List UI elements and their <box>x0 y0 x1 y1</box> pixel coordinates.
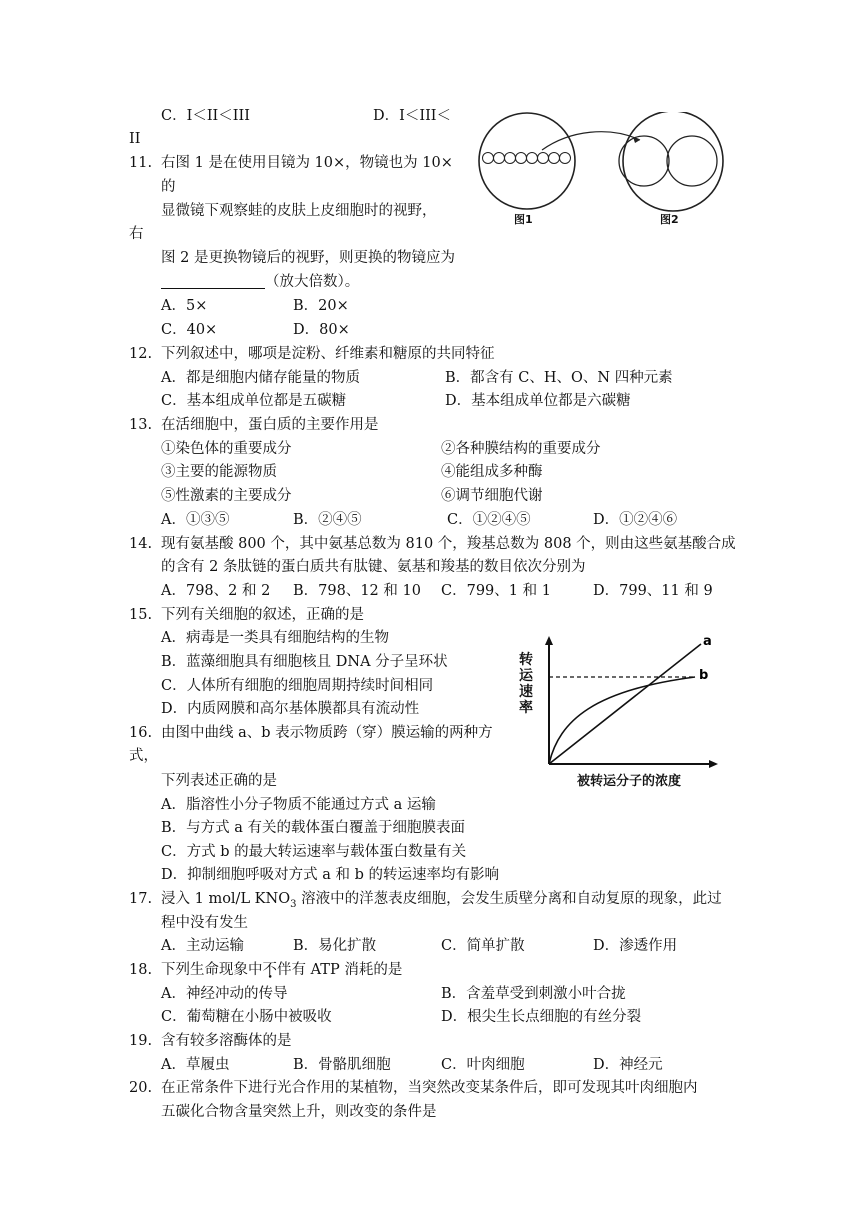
q13-stem: 在活细胞中，蛋白质的主要作用是 <box>161 417 379 433</box>
enlarged-cell-right <box>667 136 717 186</box>
q17-stem-line1 <box>161 889 722 915</box>
q10-option-d-wrap: II <box>129 131 141 147</box>
q17-option-c: C．简单扩散 <box>441 938 525 954</box>
q17-number: 17. <box>129 891 153 907</box>
q13-option-b: B．②④⑤ <box>293 512 362 528</box>
q17-stem-post: 溶液中的洋葱表皮细胞，会发生质壁分离和自动复原的现象，此过 <box>296 891 722 907</box>
q11-stem-line4-suffix: （放大倍数）。 <box>265 274 360 290</box>
q11-stem-line4 <box>161 272 359 292</box>
q17-option-d: D．渗透作用 <box>593 938 678 954</box>
q11-option-c: C．40× <box>161 322 218 338</box>
q11-stem-line3: 图 2 是更换物镜后的视野，则更换的物镜应为 <box>161 250 455 266</box>
q10-option-c: C．I＜II＜III <box>161 108 250 124</box>
q14-number: 14. <box>129 536 153 552</box>
q20-stem-line2: 五碳化合物含量突然上升，则改变的条件是 <box>161 1104 437 1120</box>
q18-stem-post: 伴有 ATP 消耗的是 <box>277 962 403 978</box>
q15-option-b: B．蓝藻细胞具有细胞核且 DNA 分子呈环状 <box>161 654 448 670</box>
q13-item-2: ②各种膜结构的重要成分 <box>441 441 601 457</box>
answer-blank <box>161 274 265 289</box>
q15-option-a: A．病毒是一类具有细胞结构的生物 <box>161 630 389 646</box>
q18-number: 18. <box>129 962 153 978</box>
cell-row <box>483 153 571 164</box>
q16-number: 16. <box>129 725 153 741</box>
curve-a-label: a <box>703 634 712 649</box>
q19-number: 19. <box>129 1033 153 1049</box>
q12-number: 12. <box>129 346 153 362</box>
q20-stem-line1: 在正常条件下进行光合作用的某植物，当突然改变某条件后，即可发现其叶肉细胞内 <box>161 1080 698 1096</box>
curve-b-line <box>549 677 695 764</box>
q15-option-c: C．人体所有细胞的细胞周期持续时间相同 <box>161 678 434 694</box>
q18-option-b: B．含羞草受到刺激小叶合拢 <box>441 986 626 1002</box>
q13-option-a: A．①③⑤ <box>161 512 230 528</box>
q11-stem-line1: 右图 1 是在使用目镜为 10×，物镜也为 10× <box>161 155 453 171</box>
q14-stem-line2: 的含有 2 条肽链的蛋白质共有肽键、氨基和羧基的数目依次分别为 <box>161 559 586 575</box>
q14-stem-line1: 现有氨基酸 800 个，其中氨基总数为 810 个，羧基总数为 808 个，则由这些氨基酸合成 <box>161 536 736 552</box>
q17-option-b: B．易化扩散 <box>293 938 377 954</box>
q10-option-d: D．I＜III＜ <box>373 108 452 124</box>
q12-option-d: D．基本组成单位都是六碳糖 <box>445 393 631 409</box>
q11-stem-line2: 显微镜下观察蛙的皮肤上皮细胞时的视野， <box>161 203 437 219</box>
q17-stem-line2: 程中没有发生 <box>161 915 248 931</box>
q14-option-c: C．799、1 和 1 <box>441 583 551 599</box>
q13-item-6: ⑥调节细胞代谢 <box>441 488 543 504</box>
q11-option-b: B．20× <box>293 298 349 314</box>
y-axis-arrow <box>545 636 553 645</box>
q15-option-d: D．内质网膜和高尔基体膜都具有流动性 <box>161 701 420 717</box>
q14-option-d: D．799、11 和 9 <box>593 583 713 599</box>
transport-rate-figure <box>515 632 745 802</box>
q11-stem-line2-wrap: 右 <box>129 226 144 242</box>
q16-option-d: D．抑制细胞呼吸对方式 a 和 b 的转运速率均有影响 <box>161 867 499 883</box>
curve-b-label: b <box>699 668 709 683</box>
q12-option-b: B．都含有 C、H、O、N 四种元素 <box>445 370 673 386</box>
q16-option-a: A．脂溶性小分子物质不能通过方式 a 运输 <box>161 797 436 813</box>
q16-option-b: B．与方式 a 有关的载体蛋白覆盖于细胞膜表面 <box>161 820 466 836</box>
q11-stem-line1-wrap: 的 <box>161 179 176 195</box>
q18-option-a: A．神经冲动的传导 <box>161 986 288 1002</box>
figure1-caption: 图1 <box>514 213 533 226</box>
x-axis-label: 被转运分子的浓度 <box>577 774 682 789</box>
curve-a-line <box>549 644 701 764</box>
q18-stem-pre: 下列生命现象中 <box>161 962 263 978</box>
q16-stem-line1: 由图中曲线 a、b 表示物质跨（穿）膜运输的两种方 <box>161 725 493 741</box>
q12-option-c: C．基本组成单位都是五碳糖 <box>161 393 347 409</box>
q13-item-1: ①染色体的重要成分 <box>161 441 292 457</box>
q13-number: 13. <box>129 417 153 433</box>
q13-item-4: ④能组成多种酶 <box>441 464 543 480</box>
q12-option-a: A．都是细胞内储存能量的物质 <box>161 370 360 386</box>
enlarged-cell-left <box>619 136 669 186</box>
x-axis-arrow <box>709 760 718 768</box>
q17-option-a: A．主动运输 <box>161 938 244 954</box>
q17-stem-pre: 浸入 1 mol/L KNO <box>161 891 291 907</box>
q20-number: 20. <box>129 1080 153 1096</box>
q16-option-c: C．方式 b 的最大转运速率与载体蛋白数量有关 <box>161 844 467 860</box>
y-axis-label: 转运速率 <box>519 652 533 716</box>
microscope-figure <box>470 112 732 230</box>
q19-option-a: A．草履虫 <box>161 1057 230 1073</box>
q17-subscript: 3 <box>290 898 297 910</box>
q19-stem: 含有较多溶酶体的是 <box>161 1033 292 1049</box>
microscope-field-diagram <box>470 112 732 230</box>
q13-item-5: ⑤性激素的主要成分 <box>161 488 292 504</box>
q15-stem: 下列有关细胞的叙述，正确的是 <box>161 607 364 623</box>
q19-option-c: C．叶肉细胞 <box>441 1057 525 1073</box>
q18-option-d: D．根尖生长点细胞的有丝分裂 <box>441 1009 642 1025</box>
q14-option-b: B．798、12 和 10 <box>293 583 421 599</box>
q19-option-d: D．神经元 <box>593 1057 663 1073</box>
q18-option-c: C．葡萄糖在小肠中被吸收 <box>161 1009 332 1025</box>
q16-stem-line2: 下列表述正确的是 <box>161 773 277 789</box>
q18-stem <box>161 960 402 980</box>
q19-option-b: B．骨骼肌细胞 <box>293 1057 391 1073</box>
q11-number: 11. <box>129 155 153 171</box>
figure2-caption: 图2 <box>660 213 679 226</box>
q11-option-a: A．5× <box>161 298 208 314</box>
q12-stem: 下列叙述中，哪项是淀粉、纤维素和糖原的共同特征 <box>161 346 495 362</box>
q13-item-3: ③主要的能源物质 <box>161 464 277 480</box>
q15-number: 15. <box>129 607 153 623</box>
q14-option-a: A．798、2 和 2 <box>161 583 271 599</box>
q18-stem-emphasis: 不 <box>262 962 277 978</box>
q11-option-d: D．80× <box>293 322 350 338</box>
q13-option-d: D．①②④⑥ <box>593 512 678 528</box>
q16-stem-line1-wrap: 式， <box>129 748 158 764</box>
field-of-view-2 <box>623 112 723 211</box>
q13-option-c: C．①②④⑤ <box>447 512 531 528</box>
